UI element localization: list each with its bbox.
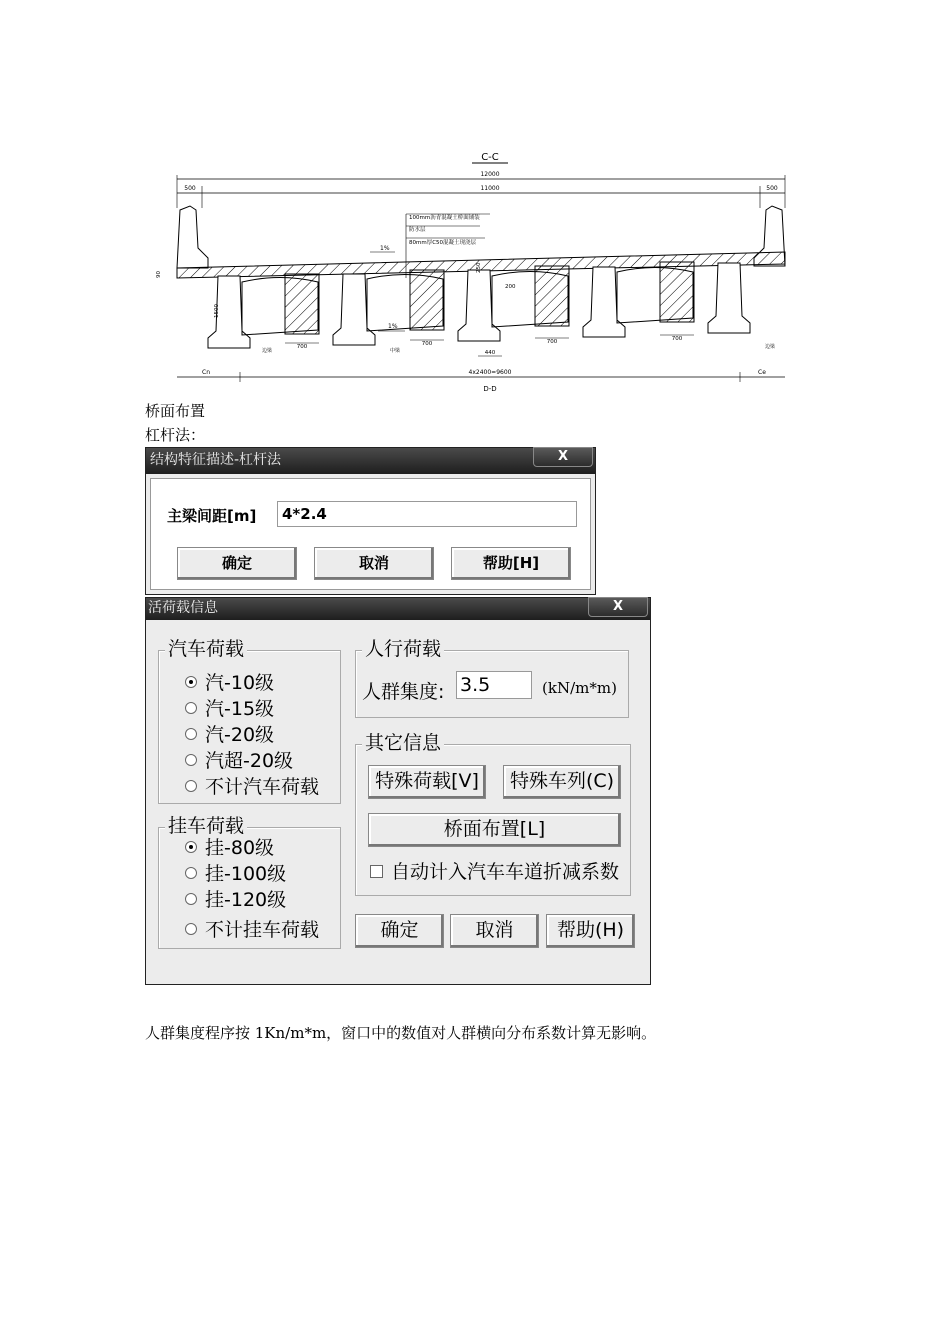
- bottom-cut: D-D: [483, 385, 497, 393]
- auto-reduce-checkbox[interactable]: [370, 857, 619, 884]
- radio-trailer-80[interactable]: [185, 836, 274, 860]
- crowd-density-label: 人群集度:: [362, 681, 445, 703]
- radio-label: 挂-100级: [205, 863, 287, 885]
- live-load-dialog-titlebar: [146, 598, 650, 620]
- radio-label: 挂-80级: [205, 837, 275, 859]
- radio-icon: [185, 702, 197, 714]
- dim-700-3: 700: [546, 339, 558, 345]
- structure-dialog-title: 结构特征描述-杠杆法: [150, 452, 282, 468]
- crowd-density-input[interactable]: 3.5: [456, 671, 532, 699]
- structure-dialog-body: [150, 478, 591, 590]
- bottom-right: Ce: [758, 369, 766, 376]
- other-info-group-title: 其它信息: [362, 731, 444, 755]
- label-left: 边梁: [262, 348, 273, 354]
- help-button[interactable]: 帮助(H): [546, 914, 635, 948]
- pedestrian-load-group-title: 人行荷载: [362, 637, 444, 661]
- bridge-cross-section-drawing: [150, 148, 815, 393]
- structure-dialog-titlebar: [146, 448, 595, 474]
- crowd-density-unit: (kN/m*m): [542, 679, 617, 697]
- bottom-left: Cn: [202, 369, 210, 376]
- deck-layout-button[interactable]: 桥面布置[L]: [368, 813, 621, 847]
- girder-spacing-label: 主梁间距[m]: [167, 507, 257, 525]
- radio-icon: [185, 754, 197, 766]
- dim-700-4: 700: [671, 336, 683, 342]
- radio-car-10[interactable]: [185, 671, 274, 695]
- drawing-title: C-C: [481, 152, 499, 163]
- radio-car-15[interactable]: [185, 697, 274, 721]
- label-right: 边梁: [765, 344, 776, 350]
- car-load-group-title: 汽车荷载: [165, 637, 247, 661]
- bottom-mid: 4x2400=9600: [468, 369, 512, 376]
- note-line3: 80mm厚C50混凝土现浇层: [409, 240, 477, 246]
- dim-total: 12000: [480, 171, 500, 178]
- label-mid: 中梁: [390, 348, 401, 354]
- note-text: 人群集度程序按 1Kn/m*m，窗口中的数值对人群横向分布系数计算无影响。: [145, 1024, 657, 1042]
- slope-left: 1%: [380, 245, 390, 252]
- radio-car-20[interactable]: [185, 723, 274, 747]
- cancel-button[interactable]: 取消: [450, 914, 539, 948]
- slope-mid: 1%: [388, 323, 398, 330]
- dim-left: 500: [184, 185, 196, 192]
- radio-label: 不计汽车荷载: [205, 776, 320, 798]
- special-train-button[interactable]: 特殊车列(C): [503, 765, 621, 799]
- ok-button[interactable]: 确定: [355, 914, 444, 948]
- close-icon[interactable]: X: [533, 447, 593, 467]
- car-load-group: [158, 638, 341, 804]
- special-load-button[interactable]: 特殊荷载[V]: [368, 765, 486, 799]
- ok-button[interactable]: 确定: [177, 547, 297, 580]
- structure-dialog: [145, 447, 596, 595]
- auto-reduce-label: 自动计入汽车车道折减系数: [391, 861, 620, 883]
- radio-car-none[interactable]: [185, 775, 319, 799]
- radio-selected-icon: [185, 676, 197, 688]
- cancel-button[interactable]: 取消: [314, 547, 434, 580]
- radio-trailer-120[interactable]: [185, 888, 286, 912]
- radio-icon: [185, 893, 197, 905]
- radio-selected-icon: [185, 841, 197, 853]
- radio-label: 汽-15级: [205, 698, 275, 720]
- other-info-group: [355, 732, 631, 896]
- help-button[interactable]: 帮助[H]: [451, 547, 571, 580]
- dim-1500: 1500: [214, 304, 220, 318]
- dim-700-2: 700: [421, 341, 433, 347]
- radio-car-super-20[interactable]: [185, 749, 293, 773]
- note-line1: 100mm沥青混凝土桥面铺装: [409, 215, 480, 221]
- dim-200: 200: [505, 284, 516, 290]
- dim-mid: 11000: [480, 185, 500, 192]
- checkbox-icon: [370, 865, 383, 878]
- radio-label: 汽-20级: [205, 724, 275, 746]
- live-load-dialog-body: [149, 622, 647, 981]
- radio-label: 汽超-20级: [205, 750, 294, 772]
- radio-icon: [185, 867, 197, 879]
- live-load-dialog-title: 活荷载信息: [148, 600, 218, 616]
- radio-icon: [185, 728, 197, 740]
- radio-label: 汽-10级: [205, 672, 275, 694]
- dim-700-1: 700: [296, 344, 308, 350]
- dim-440: 440: [484, 350, 496, 356]
- radio-icon: [185, 780, 197, 792]
- radio-label: 挂-120级: [205, 889, 287, 911]
- radio-label: 不计挂车荷载: [205, 919, 320, 941]
- dim-90: 90: [156, 271, 162, 278]
- radio-trailer-none[interactable]: [185, 918, 319, 942]
- caption-deck-layout: 桥面布置: [145, 402, 206, 420]
- trailer-load-group-title: 挂车荷载: [165, 814, 247, 838]
- note-line2: 防水层: [409, 227, 426, 233]
- close-icon[interactable]: X: [588, 597, 648, 617]
- pedestrian-load-group: [355, 638, 629, 718]
- radio-trailer-100[interactable]: [185, 862, 286, 886]
- girder-spacing-input[interactable]: 4*2.4: [277, 501, 577, 527]
- dim-right: 500: [766, 185, 778, 192]
- live-load-dialog: [145, 597, 651, 985]
- dim-250: 250: [476, 262, 482, 273]
- caption-lever-method: 杠杆法：: [145, 426, 206, 444]
- radio-icon: [185, 923, 197, 935]
- trailer-load-group: [158, 815, 341, 949]
